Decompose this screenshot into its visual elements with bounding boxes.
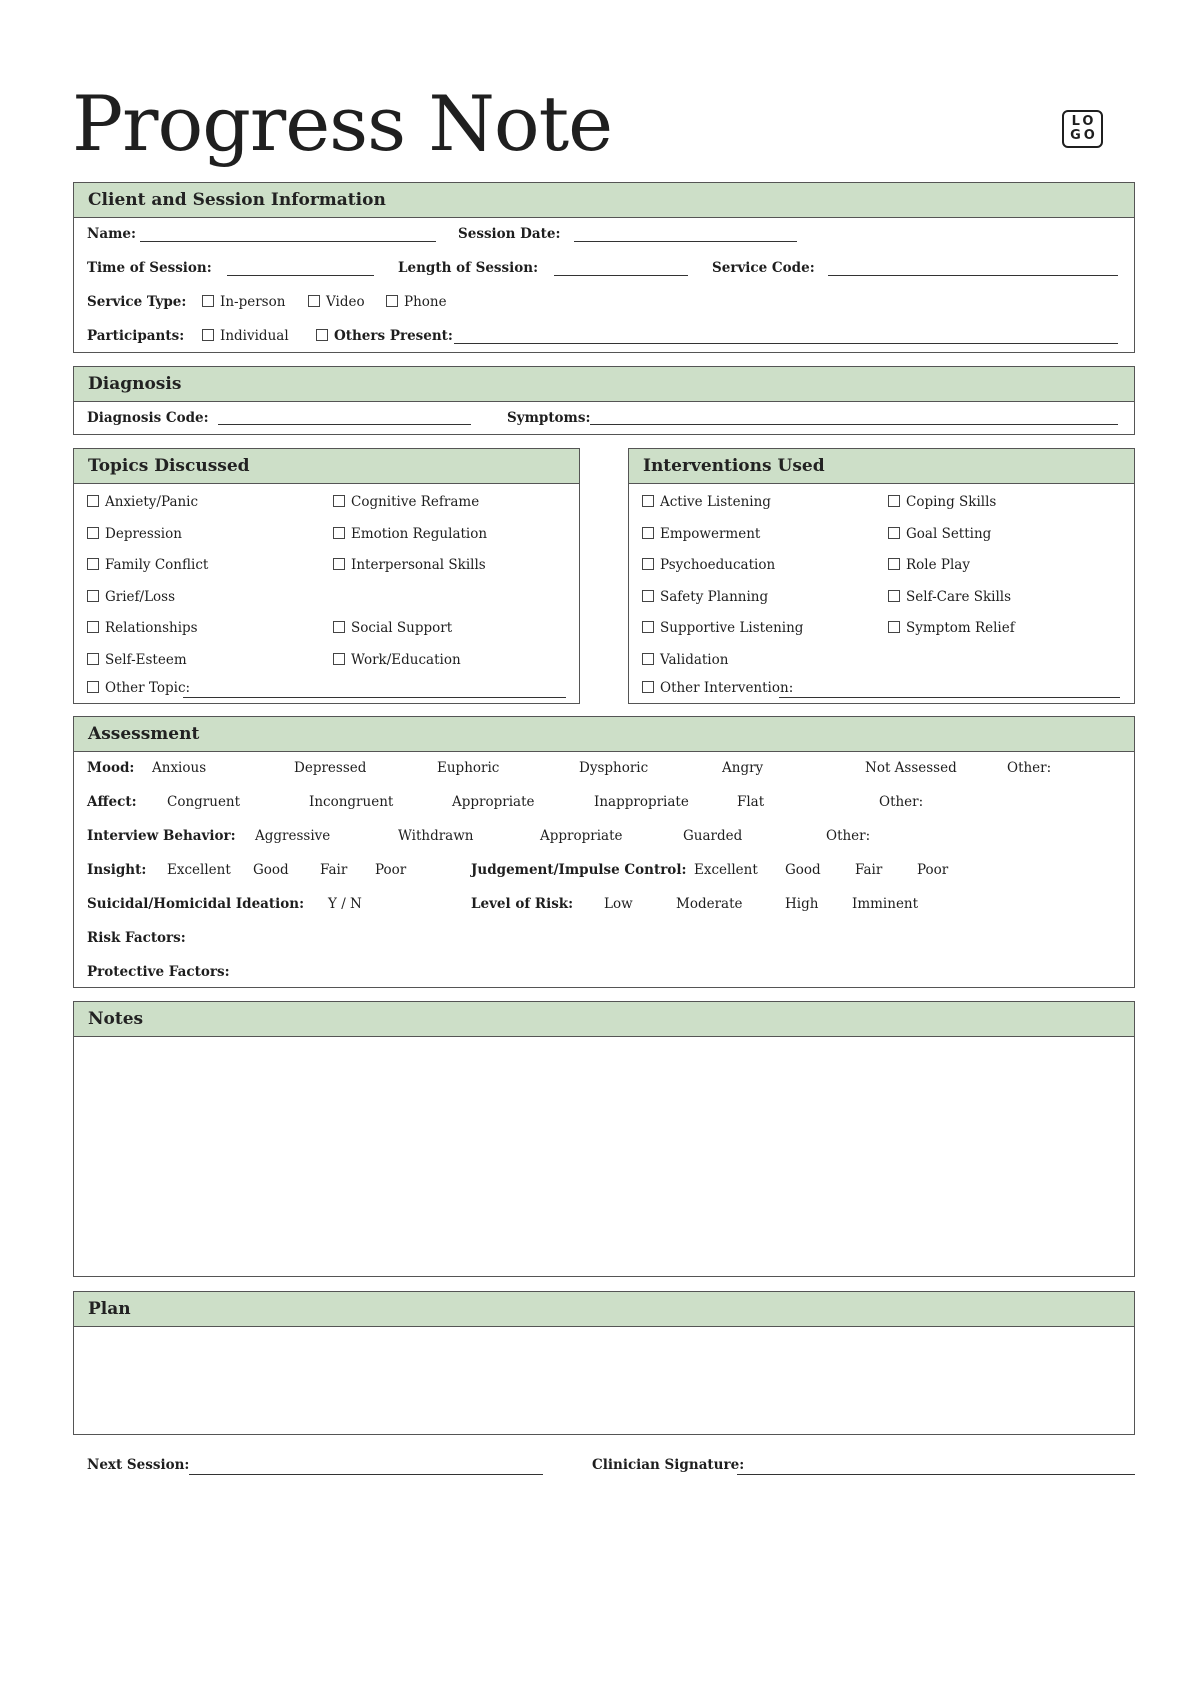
logo: [1062, 110, 1103, 148]
affect-label: Affect:: [87, 794, 137, 810]
checkbox-icon[interactable]: [333, 527, 345, 539]
checkbox-icon[interactable]: [642, 527, 654, 539]
intervention-supportive-listening[interactable]: Supportive Listening: [642, 620, 803, 636]
checkbox-icon[interactable]: [642, 590, 654, 602]
time-of-session-label: Time of Session:: [87, 260, 212, 276]
intervention-symptom-relief[interactable]: Symptom Relief: [888, 620, 1015, 636]
service-type-phone[interactable]: Phone: [386, 294, 447, 310]
clinician-signature-field[interactable]: [737, 1474, 1135, 1475]
mood-label: Mood:: [87, 760, 135, 776]
service-type-video[interactable]: Video: [308, 294, 365, 310]
client-session-section: [73, 182, 1135, 353]
topic-cognitive-reframe[interactable]: Cognitive Reframe: [333, 494, 479, 510]
protective-factors-label: Protective Factors:: [87, 964, 230, 980]
participants-others-present[interactable]: Others Present:: [316, 328, 453, 344]
checkbox-icon[interactable]: [888, 495, 900, 507]
behavior-option-appropriate[interactable]: Appropriate: [540, 828, 623, 844]
checkbox-icon[interactable]: [642, 558, 654, 570]
insight-row: [74, 854, 1134, 888]
judgement-option-excellent[interactable]: Excellent: [694, 862, 758, 878]
mood-option-euphoric[interactable]: Euphoric: [437, 760, 500, 776]
service-code-field[interactable]: [828, 275, 1118, 276]
intervention-active-listening[interactable]: Active Listening: [642, 494, 771, 510]
checkbox-icon[interactable]: [386, 295, 398, 307]
client-session-header: Client and Session Information: [74, 183, 1134, 218]
checkbox-icon[interactable]: [308, 295, 320, 307]
behavior-option-other[interactable]: Other:: [826, 828, 871, 844]
page-title: Progress Note: [72, 79, 613, 168]
checkbox-icon[interactable]: [888, 621, 900, 633]
checkbox-icon[interactable]: [642, 495, 654, 507]
topic-interpersonal-skills[interactable]: Interpersonal Skills: [333, 557, 486, 573]
judgement-option-good[interactable]: Good: [785, 862, 821, 878]
interventions-section: [628, 448, 1135, 704]
checkbox-icon[interactable]: [642, 621, 654, 633]
risk-option-imminent[interactable]: Imminent: [852, 896, 919, 912]
length-of-session-field[interactable]: [554, 275, 688, 276]
risk-option-moderate[interactable]: Moderate: [676, 896, 743, 912]
plan-section: [73, 1291, 1135, 1435]
name-label: Name:: [87, 226, 136, 242]
topic-depression[interactable]: Depression: [87, 526, 182, 542]
insight-option-good[interactable]: Good: [253, 862, 289, 878]
checkbox-icon[interactable]: [87, 558, 99, 570]
notes-area[interactable]: [74, 1037, 1134, 1277]
topic-relationships[interactable]: Relationships: [87, 620, 198, 636]
judgement-option-fair[interactable]: Fair: [855, 862, 883, 878]
mood-row: [74, 752, 1134, 786]
checkbox-icon[interactable]: [87, 681, 99, 693]
diagnosis-header: Diagnosis: [74, 367, 1134, 402]
checkbox-icon[interactable]: [87, 621, 99, 633]
checkbox-icon[interactable]: [202, 295, 214, 307]
ideation-label: Suicidal/Homicidal Ideation:: [87, 896, 305, 912]
checkbox-icon[interactable]: [87, 495, 99, 507]
insight-label: Insight:: [87, 862, 147, 878]
participants-label: Participants:: [87, 328, 185, 344]
ideation-row: [74, 888, 1134, 922]
mood-option-other[interactable]: Other:: [1007, 760, 1052, 776]
behavior-option-withdrawn[interactable]: Withdrawn: [398, 828, 474, 844]
topic-grief-loss[interactable]: Grief/Loss: [87, 589, 175, 605]
other-intervention-field[interactable]: [779, 697, 1120, 698]
notes-section: [73, 1001, 1135, 1277]
topics-header: Topics Discussed: [74, 449, 579, 484]
risk-factors-row: [74, 922, 1134, 956]
checkbox-icon[interactable]: [642, 681, 654, 693]
affect-option-flat[interactable]: Flat: [737, 794, 765, 810]
mood-option-angry[interactable]: Angry: [722, 760, 764, 776]
others-present-field[interactable]: [454, 343, 1118, 344]
topics-section: [73, 448, 580, 704]
checkbox-icon[interactable]: [333, 621, 345, 633]
intervention-role-play[interactable]: Role Play: [888, 557, 970, 573]
topic-work-education[interactable]: Work/Education: [333, 652, 461, 668]
diagnosis-code-label: Diagnosis Code:: [87, 410, 209, 426]
checkbox-icon[interactable]: [333, 653, 345, 665]
behavior-option-guarded[interactable]: Guarded: [683, 828, 743, 844]
insight-option-fair[interactable]: Fair: [320, 862, 348, 878]
affect-option-appropriate[interactable]: Appropriate: [452, 794, 535, 810]
checkbox-icon[interactable]: [642, 653, 654, 665]
affect-row: [74, 786, 1134, 820]
session-date-label: Session Date:: [458, 226, 561, 242]
checkbox-icon[interactable]: [333, 558, 345, 570]
checkbox-icon[interactable]: [202, 329, 214, 341]
plan-area[interactable]: [74, 1327, 1134, 1435]
service-type-in-person[interactable]: In-person: [202, 294, 285, 310]
length-of-session-label: Length of Session:: [398, 260, 539, 276]
topic-social-support[interactable]: Social Support: [333, 620, 452, 636]
checkbox-icon[interactable]: [888, 527, 900, 539]
logo-text-bottom: GO: [1070, 128, 1098, 143]
next-session-label: Next Session:: [87, 1457, 190, 1473]
other-topic-field[interactable]: [183, 697, 566, 698]
checkbox-icon[interactable]: [87, 653, 99, 665]
diagnosis-section: [73, 366, 1135, 435]
time-of-session-field[interactable]: [227, 275, 374, 276]
checkbox-icon[interactable]: [316, 329, 328, 341]
affect-option-inappropriate[interactable]: Inappropriate: [594, 794, 689, 810]
intervention-psychoeducation[interactable]: Psychoeducation: [642, 557, 775, 573]
checkbox-icon[interactable]: [888, 558, 900, 570]
interview-behavior-label: Interview Behavior:: [87, 828, 236, 844]
interventions-header: Interventions Used: [629, 449, 1134, 484]
mood-option-dysphoric[interactable]: Dysphoric: [579, 760, 649, 776]
risk-option-high[interactable]: High: [785, 896, 819, 912]
diagnosis-code-field[interactable]: [218, 424, 471, 425]
intervention-safety-planning[interactable]: Safety Planning: [642, 589, 768, 605]
symptoms-label: Symptoms:: [507, 410, 591, 426]
intervention-other[interactable]: Other Intervention:: [642, 680, 793, 696]
insight-option-excellent[interactable]: Excellent: [167, 862, 231, 878]
affect-option-incongruent[interactable]: Incongruent: [309, 794, 394, 810]
topic-self-esteem[interactable]: Self-Esteem: [87, 652, 187, 668]
risk-factors-label: Risk Factors:: [87, 930, 186, 946]
logo-text-top: LO: [1071, 114, 1097, 129]
risk-option-low[interactable]: Low: [604, 896, 633, 912]
behavior-option-aggressive[interactable]: Aggressive: [255, 828, 331, 844]
topic-family-conflict[interactable]: Family Conflict: [87, 557, 208, 573]
checkbox-icon[interactable]: [333, 495, 345, 507]
insight-option-poor[interactable]: Poor: [375, 862, 407, 878]
assessment-header: Assessment: [74, 717, 1134, 752]
intervention-empowerment[interactable]: Empowerment: [642, 526, 760, 542]
session-date-field[interactable]: [574, 241, 797, 242]
mood-option-not-assessed[interactable]: Not Assessed: [865, 760, 957, 776]
mood-option-anxious[interactable]: Anxious: [152, 760, 207, 776]
level-of-risk-label: Level of Risk:: [471, 896, 574, 912]
checkbox-icon[interactable]: [888, 590, 900, 602]
affect-option-other[interactable]: Other:: [879, 794, 924, 810]
checkbox-icon[interactable]: [87, 527, 99, 539]
mood-option-depressed[interactable]: Depressed: [294, 760, 367, 776]
ideation-value[interactable]: Y / N: [328, 896, 362, 912]
affect-option-congruent[interactable]: Congruent: [167, 794, 241, 810]
name-field[interactable]: [140, 241, 436, 242]
protective-factors-row: [74, 956, 1134, 990]
intervention-coping-skills[interactable]: Coping Skills: [888, 494, 996, 510]
assessment-section: [73, 716, 1135, 988]
intervention-goal-setting[interactable]: Goal Setting: [888, 526, 991, 542]
judgement-option-poor[interactable]: Poor: [917, 862, 949, 878]
intervention-self-care-skills[interactable]: Self-Care Skills: [888, 589, 1011, 605]
checkbox-icon[interactable]: [87, 590, 99, 602]
clinician-signature-label: Clinician Signature:: [592, 1457, 745, 1473]
judgement-label: Judgement/Impulse Control:: [471, 862, 687, 878]
topic-anxiety-panic[interactable]: Anxiety/Panic: [87, 494, 198, 510]
symptoms-field[interactable]: [590, 424, 1118, 425]
behavior-row: [74, 820, 1134, 854]
notes-header: Notes: [74, 1002, 1134, 1037]
plan-header: Plan: [74, 1292, 1134, 1327]
service-code-label: Service Code:: [712, 260, 815, 276]
next-session-field[interactable]: [189, 1474, 543, 1475]
topic-emotion-regulation[interactable]: Emotion Regulation: [333, 526, 487, 542]
intervention-validation[interactable]: Validation: [642, 652, 728, 668]
service-type-label: Service Type:: [87, 294, 187, 310]
participants-individual[interactable]: Individual: [202, 328, 289, 344]
topic-other[interactable]: Other Topic:: [87, 680, 190, 696]
